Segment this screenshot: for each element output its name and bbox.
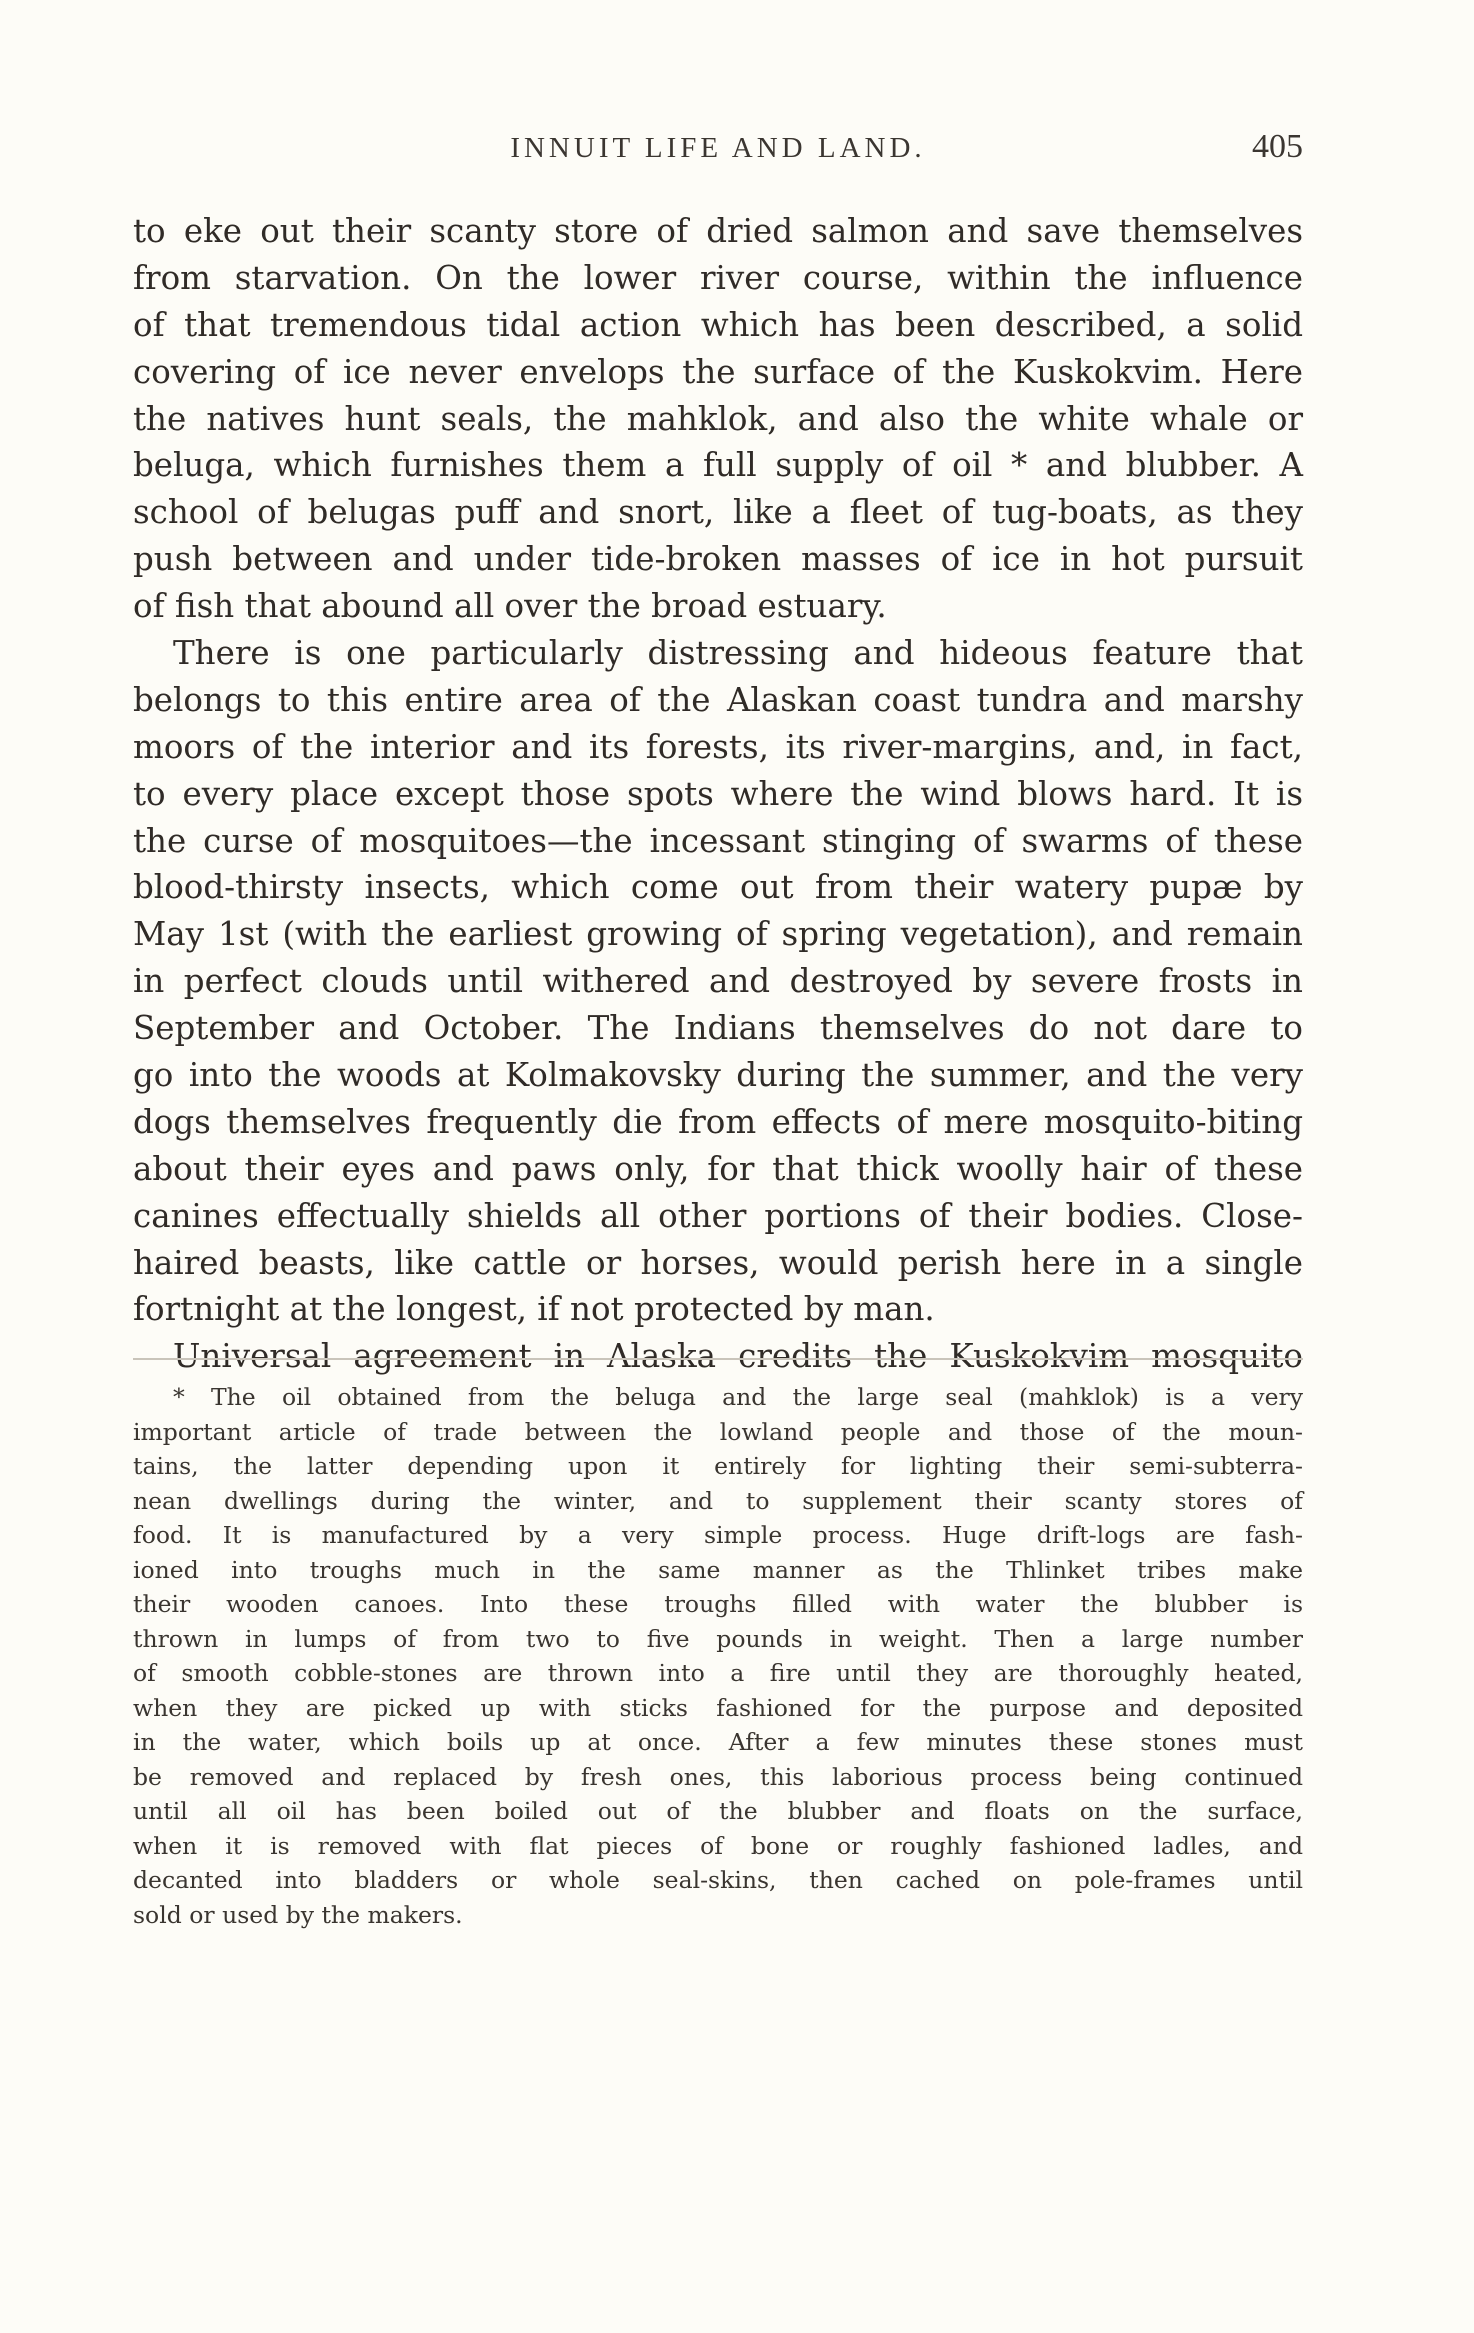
text-line: September and October. The Indians themselves do not dare to bbox=[133, 1009, 1303, 1048]
footnote-line: of smooth cobble-stones are thrown into a fire until they are thoroughly heated, bbox=[133, 1659, 1303, 1687]
text-line: of fish that abound all over the broad estuary. bbox=[133, 587, 887, 626]
text-line: about their eyes and paws only, for that thick woolly hair of these bbox=[133, 1149, 1303, 1188]
text-line: canines effectually shields all other portions of their bodies. Close- bbox=[133, 1196, 1303, 1235]
text-line: push between and under tide-broken masses of ice in hot pursuit bbox=[133, 540, 1303, 579]
text-line: go into the woods at Kolmakovsky during the summer, and the very bbox=[133, 1056, 1303, 1095]
footnote-line: be removed and replaced by fresh ones, this laborious process being continued bbox=[133, 1762, 1303, 1791]
text-line: fortnight at the longest, if not protected by man. bbox=[133, 1290, 935, 1329]
text-line: of that tremendous tidal action which has been described, a solid bbox=[133, 305, 1303, 344]
footnote-line: ioned into troughs much in the same manner as the Thlinket tribes make bbox=[133, 1555, 1303, 1584]
footnote-line: thrown in lumps of from two to five pounds in weight. Then a large number bbox=[133, 1624, 1303, 1653]
text-line: in perfect clouds until withered and destroyed by severe frosts in bbox=[133, 962, 1303, 1001]
text-line: the natives hunt seals, the mahklok, and also the white whale or bbox=[133, 399, 1303, 438]
footnote-line: their wooden canoes. Into these troughs filled with water the blubber is bbox=[133, 1590, 1303, 1618]
text-line: blood-thirsty insects, which come out from their watery pupæ by bbox=[133, 868, 1303, 907]
text-line: school of belugas puff and snort, like a fleet of tug-boats, as they bbox=[133, 493, 1303, 532]
footnote bbox=[133, 1380, 1303, 1932]
text-line: to every place except those spots where the wind blows hard. It is bbox=[133, 774, 1303, 813]
text-line: covering of ice never envelops the surface of the Kuskokvim. Here bbox=[133, 352, 1303, 391]
footnote-line: until all oil has been boiled out of the blubber and floats on the surface, bbox=[133, 1797, 1303, 1825]
footnote-line: * The oil obtained from the beluga and the large seal (mahklok) is a very bbox=[173, 1383, 1303, 1411]
running-head bbox=[133, 128, 1303, 172]
footnote-divider bbox=[133, 1358, 1303, 1360]
text-line: to eke out their scanty store of dried salmon and save themselves bbox=[133, 212, 1303, 250]
footnote-line: in the water, which boils up at once. After a few minutes these stones must bbox=[133, 1728, 1303, 1756]
page-number: 405 bbox=[1252, 128, 1303, 165]
text-line: There is one particularly distressing and hideous feature that bbox=[173, 634, 1303, 673]
footnote-line: decanted into bladders or whole seal-skins, then cached on pole-frames until bbox=[133, 1866, 1303, 1894]
running-title: INNUIT LIFE AND LAND. bbox=[510, 132, 926, 164]
main-text bbox=[133, 208, 1303, 1380]
text-line: moors of the interior and its forests, its river-margins, and, in fact, bbox=[133, 727, 1303, 766]
footnote-line: when they are picked up with sticks fashioned for the purpose and deposited bbox=[133, 1693, 1303, 1722]
footnote-line: tains, the latter depending upon it entirely for lighting their semi-subterra- bbox=[133, 1452, 1303, 1480]
text-line: belongs to this entire area of the Alaskan coast tundra and marshy bbox=[133, 680, 1303, 719]
text-line: May 1st (with the earliest growing of spring vegetation), and remain bbox=[133, 915, 1303, 954]
footnote-line: nean dwellings during the winter, and to supplement their scanty stores of bbox=[133, 1486, 1303, 1515]
footnote-line: sold or used by the makers. bbox=[133, 1900, 463, 1929]
text-line: beluga, which furnishes them a full supply of oil * and blubber. A bbox=[133, 446, 1303, 485]
text-line: from starvation. On the lower river course, within the influence bbox=[133, 258, 1303, 297]
footnote-line: when it is removed with flat pieces of bone or roughly fashioned ladles, and bbox=[133, 1831, 1303, 1860]
text-line: haired beasts, like cattle or horses, would perish here in a single bbox=[133, 1243, 1303, 1282]
text-line: the curse of mosquitoes—the incessant stinging of swarms of these bbox=[133, 821, 1303, 860]
footnote-line: important article of trade between the lowland people and those of the moun- bbox=[133, 1417, 1303, 1446]
footnote-line: food. It is manufactured by a very simple process. Huge drift-logs are fash- bbox=[133, 1521, 1303, 1549]
text-line: dogs themselves frequently die from effects of mere mosquito-biting bbox=[133, 1102, 1303, 1141]
text-line: Universal agreement in Alaska credits the Kuskokvim mosquito bbox=[173, 1337, 1303, 1376]
